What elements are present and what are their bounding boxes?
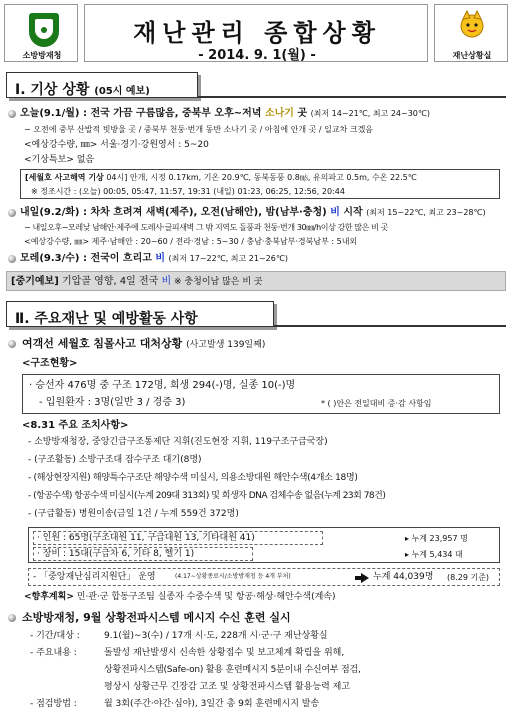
dayafter-bullet-icon: [8, 255, 16, 263]
tomorrow-rain-amount: <예상강수량, ㎜> 제주·남해안 : 20~60 / 전라·경남 : 5~30 / 충남·충북남부·경북남부 : 5내외: [24, 237, 358, 246]
action-item: - (해상현장지원) 해양특수구조단 해양수색 미실시, 의용소방대원 해안수색(4개소 18명): [28, 473, 358, 483]
tomorrow-rain: 비: [330, 207, 340, 218]
sewol-weather-box: [20, 169, 500, 199]
psych-support-row: [28, 568, 500, 586]
section-2-header: [6, 301, 274, 327]
drill-row-text: 상황전파시스템(Safe-on) 활용 훈련메시지 5분이내 수신여부 점검,: [104, 665, 361, 675]
future-plan: <향후계획> 민·관·군 합동구조팀 실종자 수중수색 및 항공·해상·해안수색(계속): [24, 592, 336, 602]
drill-row-label: - 점검방법 :: [30, 699, 77, 709]
psych-support-label: - 「중앙재난심리지원단」 운영: [33, 572, 156, 582]
today-rain-amount: <예상강수량, ㎜> 서울·경기·강원영서 : 5~20: [24, 140, 209, 150]
situation-room-label: 재난상황실: [452, 51, 492, 60]
today-warning: <기상특보> 없음: [24, 155, 95, 165]
arrow-right-icon: [361, 573, 369, 583]
section-2-rule: [274, 325, 506, 327]
mid-term-forecast: [중기예보] 기압골 영향, 4일 전국 비 ※ 충청이남 많은 비 곳: [6, 271, 506, 291]
tomorrow-bullet-icon: [8, 209, 16, 217]
mascot-icon: [455, 9, 489, 41]
drill-row-label: - 주요내용 :: [30, 648, 77, 658]
drill-row-text: 평상시 상황근무 긴장감 고조 및 상황전파시스템 활용능력 제고: [104, 682, 351, 692]
sewol-detail: 04시] 안개, 시정 0.17km, 기온 20.9℃, 동북동풍 0.8㎧, 유의파고 0.5m, 수온 22.5℃: [106, 173, 417, 182]
situation-room-box: [434, 4, 508, 62]
actions-tag: <8.31 주요 조치사항>: [22, 420, 129, 431]
rescue-tag: <구조현황>: [22, 358, 78, 369]
drill-row-text: 월 3회(주간·야간·심야), 3일간 총 9회 훈련메시지 발송: [104, 699, 320, 709]
agency-logo-box: [4, 4, 78, 62]
dayafter-forecast: 모레(9.3/수) : 전국이 흐리고 비 (최저 17~22℃, 최고 21~26℃): [20, 253, 288, 264]
future-plan-tag: <향후계획>: [24, 592, 74, 602]
section-1-title: 기상 상황: [30, 82, 90, 98]
dayafter-rain: 비: [155, 253, 166, 264]
tide-times: ※ 정조시간 : (오늘) 00:05, 05:47, 11:57, 19:31 (내일) 01:23, 06:25, 12:56, 20:44: [31, 187, 345, 196]
section-1-header: [6, 72, 198, 98]
agency-name: 소방방재청: [22, 51, 62, 60]
sewol-label: [세월호 사고해역 기상: [25, 173, 104, 182]
action-item: - (구조활동) 소방구조대 잠수구조 대기(8명): [28, 455, 202, 465]
tomorrow-temp: (최저 15~22℃, 최고 23~28℃): [366, 208, 486, 217]
psych-support-period: (4.17∼상황종료시/소방방재청 등 4개 부처): [175, 573, 291, 580]
inpatients: - 입원환자 : 3명(일반 3 / 경증 3): [39, 397, 186, 408]
staff-count: · 인원 : 65명(구조대원 11, 구급대원 13, 기타대원 41): [37, 533, 255, 543]
deployment-box: [28, 527, 500, 563]
rescue-counts: · 승선자 476명 중 구조 172명, 희생 294(-)명, 실종 10(-)명: [29, 380, 296, 391]
today-forecast: 오늘(9.1/월) : 전국 가끔 구름많음, 중북부 오후∼저녁 소나기 곳 (최저 14~21℃, 최고 24~30℃): [20, 108, 430, 119]
report-date: - 2014. 9. 1(월) -: [198, 48, 316, 63]
ferry-heading: 여객선 세월호 침몰사고 대처상황 (사고발생 139일째): [22, 337, 266, 350]
rescue-footnote: * ( )안은 전일대비 증·감 사항임: [321, 399, 432, 408]
page-title: 재난관리 종합상황: [133, 19, 381, 47]
section-2-title: 주요재난 및 예방활동 사항: [34, 311, 198, 327]
today-detail: − 오전에 중부 산발적 빗방울 곳 / 중북부 천둥·번개 동반 소나기 곳 / 아침에 안개 곳 / 일교차 크겠음: [24, 125, 374, 134]
drill-heading: 소방방재청, 9월 상황전파시스템 메시지 수신 훈련 실시: [22, 611, 291, 624]
drill-row-text: 9.1(월)∼3(수) / 17개 시·도, 228개 시·군·구 재난상황실: [104, 631, 328, 641]
drill-bullet-icon: [8, 614, 16, 622]
drill-row-text: 돌발성 재난발생시 신속한 상황접수 및 보고체계 확립을 위해,: [104, 648, 345, 658]
today-shower: 소나기: [264, 108, 294, 119]
mid-term-tag: [중기예보]: [11, 276, 59, 287]
psych-support-total: 누계 44,039명: [373, 572, 434, 582]
section-1-note: (05시 예보): [94, 86, 150, 97]
today-bullet-icon: [8, 110, 16, 118]
shield-icon: [29, 13, 59, 47]
psych-support-basis: (8.29 기준): [447, 573, 490, 582]
title-box: [84, 4, 428, 62]
tomorrow-detail: − 내일오후∼모레낮 남해안·제주에 도레사·글피새벽 그 밖 지역도 돌풍과 천둥·번개 30㎜/h이상 강한 많은 비 곳: [24, 223, 388, 232]
mid-term-rain: 비: [161, 276, 172, 287]
section-2-number: Ⅱ.: [15, 311, 30, 327]
ferry-bullet-icon: [8, 340, 16, 348]
today-temp: (최저 14~21℃, 최고 24~30℃): [310, 109, 430, 118]
ferry-day-count: (사고발생 139일째): [186, 340, 266, 350]
action-item: - (항공수색) 항공수색 미실시(누계 209대 313회) 및 희생자 DNA 검체수송 없음(누계 23회 78건): [28, 491, 386, 501]
drill-row-label: - 기간/대상 :: [30, 631, 80, 641]
action-item: - (구급활동) 병원이송(금일 1건 / 누계 559건 372명): [28, 509, 239, 519]
tomorrow-forecast: 내일(9.2/화) : 차차 흐려져 새벽(제주), 오전(남해안), 밤(남부·충청) 비 시작 (최저 15~22℃, 최고 23~28℃): [20, 207, 486, 218]
equipment-total: ▸ 누계 5,434 대: [405, 550, 463, 559]
equipment-count: · 장비 : 15대(구급차 6, 기타 8, 헬기 1): [37, 549, 195, 559]
action-item: - 소방방재청장, 중앙긴급구조통제단 지휘(진도현장 지휘, 119구조구급국장): [28, 437, 328, 447]
rescue-status-box: [22, 374, 500, 414]
section-1-rule: [198, 96, 506, 98]
section-1-number: Ⅰ.: [15, 82, 26, 98]
dayafter-temp: (최저 17~22℃, 최고 21~26℃): [168, 254, 288, 263]
staff-total: ▸ 누계 23,957 명: [405, 534, 468, 543]
